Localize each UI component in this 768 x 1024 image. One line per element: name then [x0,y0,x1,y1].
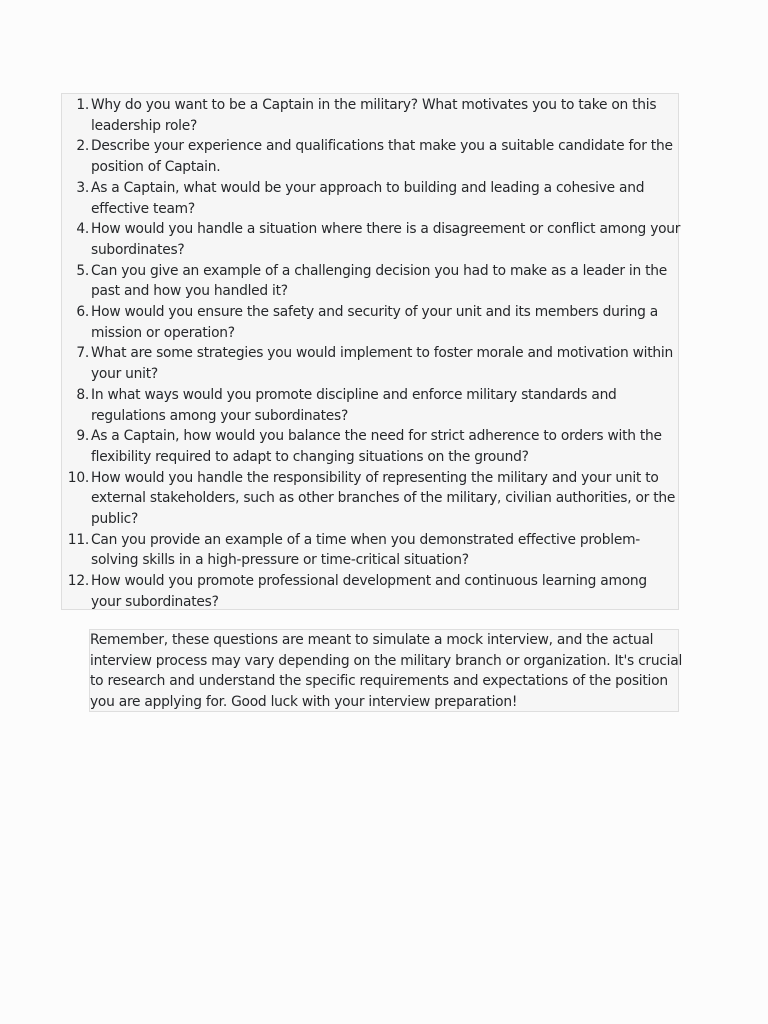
list-item [62,426,678,467]
list-number: 1. [76,97,89,113]
note-text-line: to research and understand the specific requirements and expectations of the position [90,673,668,690]
list-number: 12. [67,573,89,590]
list-item [62,178,678,219]
question-text-line: How would you handle the responsibility of representing the military and your unit to [91,469,659,486]
question-text-line: Can you give an example of a challenging decision you had to make as a leader in the [91,262,668,279]
question-text-line: your unit? [91,366,158,383]
list-number: 7. [76,345,89,362]
list-item [62,95,678,136]
question-text-line: As a Captain, how would you balance the need for strict adherence to orders with the [91,428,662,445]
list-item [62,136,678,177]
question-text-line: Why do you want to be a Captain in the military? What motivates you to take on this [91,97,657,113]
list-item [62,530,678,571]
question-text-line: As a Captain, what would be your approach to building and leading a cohesive and [91,179,645,196]
list-number: 10. [67,469,89,486]
list-number: 6. [76,304,89,321]
question-text-line: public? [91,511,139,528]
list-item [62,302,678,343]
question-text-line: regulations among your subordinates? [91,407,349,424]
list-number: 3. [76,179,89,196]
note-text-line: Remember, these questions are meant to simulate a mock interview, and the actual [90,632,654,648]
list-number: 11. [67,531,89,548]
closing-note [89,629,683,712]
question-text-line: How would you handle a situation where there is a disagreement or conflict among your [91,221,681,238]
question-text-line: Can you provide an example of a time when you demonstrated effective problem- [91,531,640,548]
list-item [62,343,678,384]
list-number: 2. [76,138,89,155]
question-text-line: subordinates? [91,241,185,258]
questions-box [61,93,679,610]
question-text-line: Describe your experience and qualifications that make you a suitable candidate for the [91,138,673,155]
question-text-line: position of Captain. [91,159,221,176]
question-text-line: What are some strategies you would implement to foster morale and motivation within [91,345,673,362]
question-text-line: In what ways would you promote discipline and enforce military standards and [91,386,617,403]
question-text-line: external stakeholders, such as other branches of the military, civilian authorities, or the [91,490,676,507]
list-number: 8. [76,386,89,403]
question-text-line: effective team? [91,200,195,217]
list-number: 5. [76,262,89,279]
question-text-line: your subordinates? [91,593,219,610]
question-list [62,95,681,613]
question-text-line: How would you promote professional development and continuous learning among [91,573,647,590]
question-text-line: past and how you handled it? [91,283,288,300]
list-item [62,261,678,302]
question-text-line: leadership role? [91,117,198,134]
list-number: 9. [76,428,89,445]
note-text-line: you are applying for. Good luck with your interview preparation! [90,694,518,711]
list-item [62,571,678,612]
list-item [62,468,678,530]
list-item [62,385,678,426]
list-item [62,219,681,260]
question-text-line: mission or operation? [91,324,235,341]
list-number: 4. [76,221,89,238]
question-text-line: solving skills in a high-pressure or time-critical situation? [91,552,469,569]
question-text-line: How would you ensure the safety and security of your unit and its members during a [91,304,658,321]
question-text-line: flexibility required to adapt to changing situations on the ground? [91,448,529,465]
note-text-line: interview process may vary depending on the military branch or organization. It's crucial [90,652,683,669]
